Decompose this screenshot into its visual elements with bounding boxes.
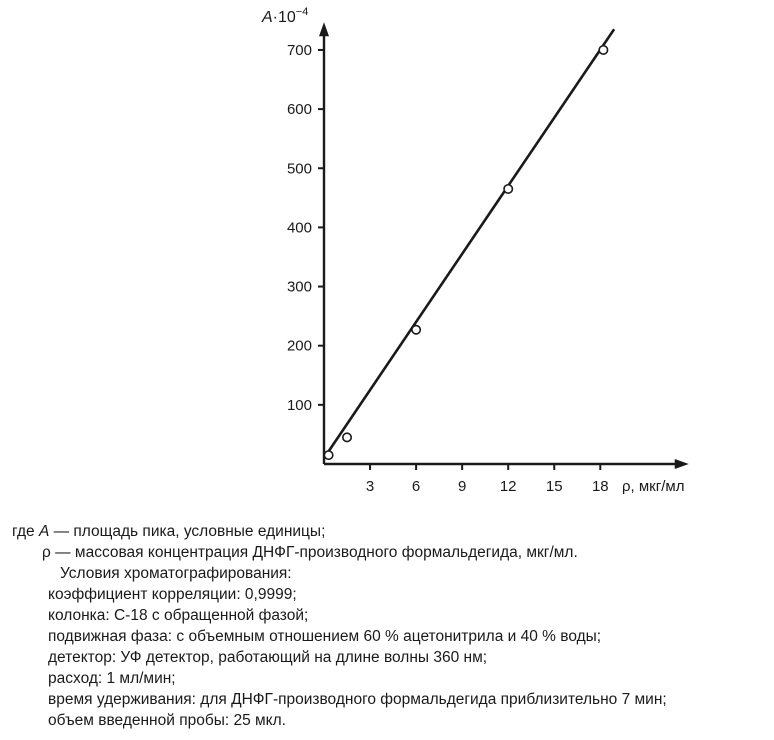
notes-line-legend-rho: ρ — массовая концентрация ДНФГ-производного формальдегида, мкг/мл. [42,544,578,561]
x-tick-label: 3 [365,478,375,495]
notes-line-conditions-heading: Условия хроматографирования: [60,565,292,582]
y-axis-label-var: A [262,9,273,26]
fit-line [324,29,614,458]
data-point [504,185,512,193]
y-axis-label-exponent: −4 [295,6,309,18]
y-axis-arrow [319,22,329,36]
y-tick-label: 300 [286,278,312,296]
notes-line-legend-a [12,521,325,542]
y-tick-label: 500 [286,160,312,178]
data-point [343,433,351,441]
data-points [324,46,607,460]
regression-line [324,29,614,458]
notes-line-detector: детектор: УФ детектор, работающий на длине волны 360 нм; [48,649,488,666]
notes-prefix: где [12,523,39,540]
x-tick-label: 9 [457,478,467,495]
y-tick-label: 700 [286,41,312,59]
x-ticks [366,464,609,495]
y-axis [319,22,329,464]
y-tick-label: 600 [286,101,312,119]
notes-line-retention-time: время удерживания: для ДНФГ-производного формальдегида приблизительно 7 мин; [48,691,667,708]
x-axis [324,459,689,469]
notes-var-a: A [38,523,50,540]
y-ticks [287,42,324,414]
notes-line-flow-rate: расход: 1 мл/мин; [48,670,176,687]
x-tick-label: 15 [545,478,563,495]
notes-a-description: — площадь пика, условные единицы; [49,523,326,540]
x-axis-arrow [675,459,689,469]
notes-line-mobile-phase: подвижная фаза: с объемным отношением 60 % ацетонитрила и 40 % воды; [48,628,602,645]
data-point [324,451,332,459]
notes-line-column: колонка: С-18 с обращенной фазой; [48,607,309,624]
y-tick-label: 100 [286,396,312,414]
notes-line-injection-volume: объем введенной пробы: 25 мкл. [48,712,286,729]
x-tick-label: 12 [499,478,517,495]
y-axis-label [261,6,308,26]
y-tick-label: 400 [286,219,312,237]
data-point [599,46,607,54]
x-axis-label: ρ, мкг/мл [622,478,685,495]
notes-line-correlation: коэффициент корреляции: 0,9999; [48,586,297,603]
data-point [412,326,420,334]
x-tick-label: 6 [411,478,421,495]
y-axis-label-scale: ·10 [272,9,296,26]
y-tick-label: 200 [286,337,312,355]
x-tick-label: 18 [591,478,609,495]
